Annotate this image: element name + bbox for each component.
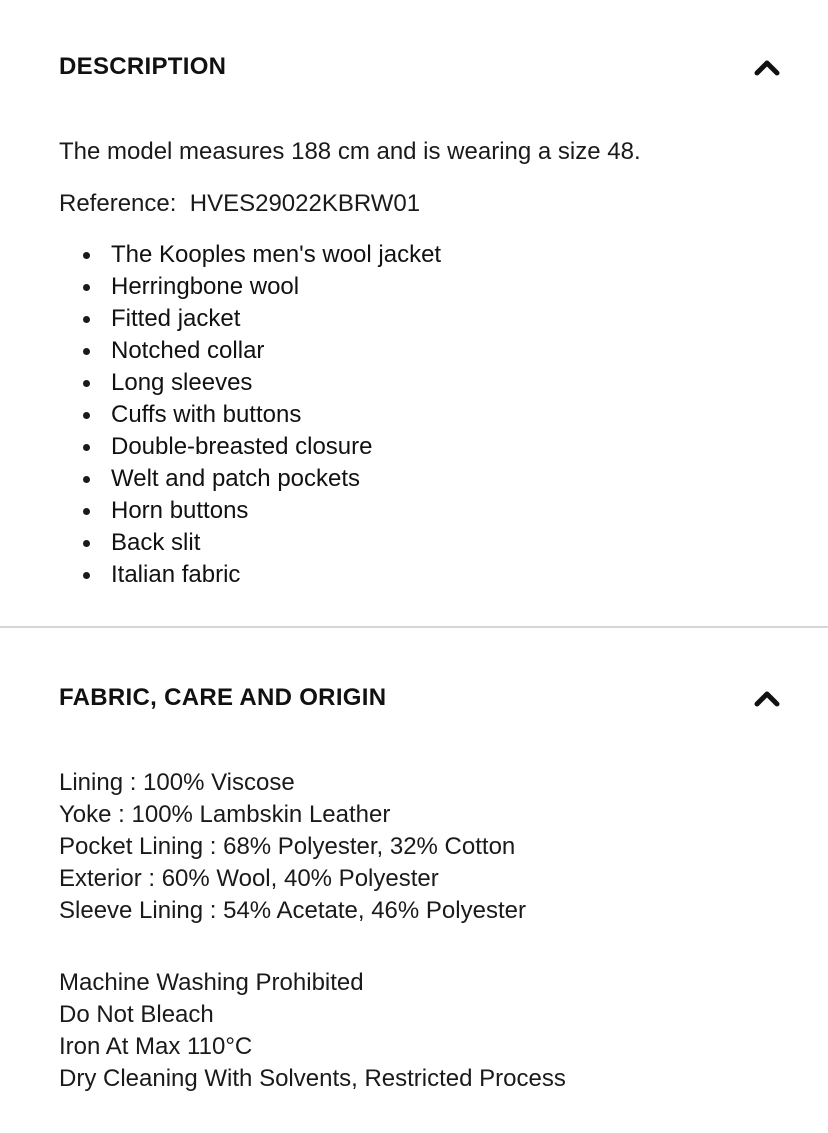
- chevron-up-icon[interactable]: [753, 688, 781, 708]
- care-line: Dry Cleaning With Solvents, Restricted Process: [59, 1065, 566, 1092]
- composition-line: Exterior : 60% Wool, 40% Polyester: [59, 865, 439, 892]
- list-item: Back slit: [59, 527, 441, 559]
- description-title: DESCRIPTION: [59, 53, 227, 80]
- list-item: Long sleeves: [59, 367, 441, 399]
- model-info: The model measures 188 cm and is wearing a size 48.: [59, 138, 641, 165]
- reference-label: Reference:: [59, 190, 177, 217]
- fabric-header[interactable]: [59, 682, 769, 714]
- list-item: Horn buttons: [59, 495, 441, 527]
- list-item: Herringbone wool: [59, 271, 441, 303]
- feature-list: [59, 239, 441, 591]
- list-item: Double-breasted closure: [59, 431, 441, 463]
- reference-value: HVES29022KBRW01: [189, 190, 421, 217]
- list-item: Italian fabric: [59, 559, 441, 591]
- composition-line: Pocket Lining : 68% Polyester, 32% Cotton: [59, 833, 516, 860]
- composition-line: Yoke : 100% Lambskin Leather: [59, 801, 391, 828]
- composition-line: Sleeve Lining : 54% Acetate, 46% Polyester: [59, 897, 526, 924]
- care-line: Iron At Max 110°C: [59, 1033, 253, 1060]
- list-item: The Kooples men's wool jacket: [59, 239, 441, 271]
- chevron-up-icon[interactable]: [753, 57, 781, 77]
- composition-line: Lining : 100% Viscose: [59, 769, 295, 796]
- fabric-care-section: [0, 628, 828, 1131]
- description-header[interactable]: [59, 51, 769, 83]
- list-item: Notched collar: [59, 335, 441, 367]
- list-item: Welt and patch pockets: [59, 463, 441, 495]
- care-line: Do Not Bleach: [59, 1001, 214, 1028]
- care-instructions: [59, 967, 566, 1095]
- list-item: Fitted jacket: [59, 303, 441, 335]
- fabric-title: FABRIC, CARE AND ORIGIN: [59, 684, 387, 711]
- composition-list: [59, 767, 526, 927]
- list-item: Cuffs with buttons: [59, 399, 441, 431]
- care-line: Machine Washing Prohibited: [59, 969, 364, 996]
- reference-line: [59, 188, 420, 220]
